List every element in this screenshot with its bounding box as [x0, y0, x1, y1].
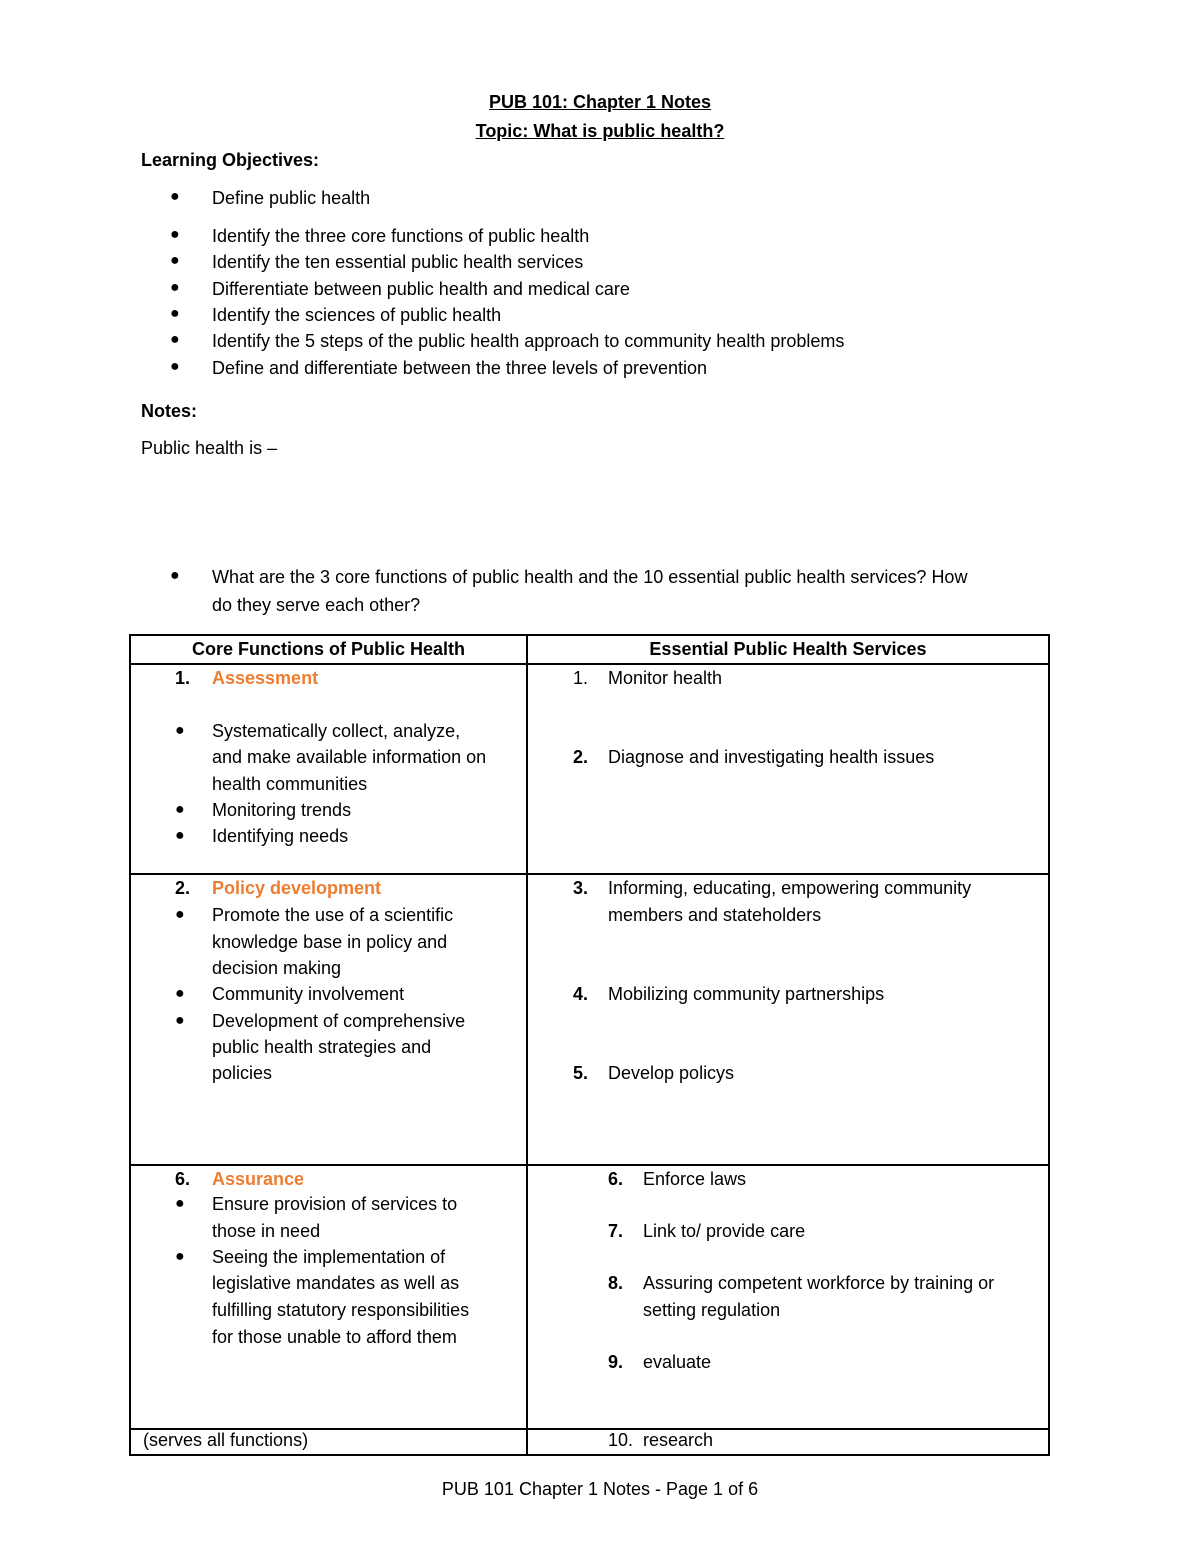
services-cell-4: [527, 1429, 1049, 1455]
assessment-number: 1.: [175, 668, 191, 688]
list-item: policies: [212, 1063, 273, 1083]
list-item: knowledge base in policy and: [212, 932, 448, 952]
assessment-title: Assessment: [212, 668, 319, 688]
service-number: 10.: [608, 1430, 634, 1450]
list-item: and make available information on: [212, 747, 487, 767]
serves-all-functions-text: (serves all functions): [143, 1430, 309, 1450]
document-title: PUB 101: Chapter 1 Notes: [488, 92, 712, 112]
service-item: research: [643, 1430, 714, 1450]
list-item: Identifying needs: [212, 826, 349, 846]
service-number: 8.: [608, 1273, 624, 1293]
service-item: Monitor health: [608, 668, 723, 688]
service-item: Assuring competent workforce by training or: [643, 1273, 995, 1293]
service-item: Mobilizing community partnerships: [608, 984, 885, 1004]
table-header-essential-services: Essential Public Health Services: [527, 635, 1049, 664]
list-item: for those unable to afford them: [212, 1327, 457, 1347]
service-item-continued: setting regulation: [643, 1300, 781, 1320]
service-item: Enforce laws: [643, 1169, 747, 1189]
functions-services-table: [129, 634, 1050, 1456]
list-item: Development of comprehensive: [212, 1011, 466, 1031]
learning-objectives-heading: Learning Objectives:: [141, 150, 320, 170]
service-item-continued: members and stateholders: [608, 905, 822, 925]
services-cell-3: [527, 1165, 1049, 1429]
service-item: Diagnose and investigating health issues: [608, 747, 935, 767]
service-item: Develop policys: [608, 1063, 735, 1083]
assurance-number: 6.: [175, 1169, 191, 1189]
service-item: Informing, educating, empowering community: [608, 878, 972, 898]
policy-title: Policy development: [212, 878, 382, 898]
list-item: Community involvement: [212, 984, 405, 1004]
serves-all-functions-cell: [130, 1429, 527, 1455]
services-cell-1: [527, 664, 1049, 874]
list-item: Systematically collect, analyze,: [212, 721, 461, 741]
service-number: 1.: [573, 668, 589, 688]
policy-number: 2.: [175, 878, 191, 898]
list-item: Monitoring trends: [212, 800, 352, 820]
list-item: Promote the use of a scientific: [212, 905, 454, 925]
document-topic: Topic: What is public health?: [475, 121, 725, 141]
list-item: public health strategies and: [212, 1037, 432, 1057]
services-cell-2: [527, 874, 1049, 1165]
public-health-is-line: Public health is –: [141, 438, 278, 458]
service-number: 7.: [608, 1221, 624, 1241]
service-item: evaluate: [643, 1352, 712, 1372]
assessment-cell: 1. Assessment ● Systematically collect, analyze, and make available information on health communities ● Monitoring trends ● Identifying needs: [130, 664, 527, 874]
service-number: 6.: [608, 1169, 624, 1189]
list-item: Seeing the implementation of: [212, 1247, 446, 1267]
list-item: fulfilling statutory responsibilities: [212, 1300, 470, 1320]
table-header-core-functions: Core Functions of Public Health: [130, 635, 527, 664]
list-item: decision making: [212, 958, 342, 978]
service-number: 4.: [573, 984, 589, 1004]
service-number: 9.: [608, 1352, 624, 1372]
policy-development-cell: 2. Policy development ● Promote the use of a scientific knowledge base in policy and decision making ● Community involvement ● Development of comprehensive public health strategies and policies: [130, 874, 527, 1165]
service-number: 5.: [573, 1063, 589, 1083]
service-number: 2.: [573, 747, 589, 767]
list-item: those in need: [212, 1221, 321, 1241]
list-item: Ensure provision of services to: [212, 1194, 458, 1214]
assurance-cell: 6. Assurance ● Ensure provision of services to those in need ● Seeing the implementation of legislative mandates as well as fulfilling statutory responsibilities for those unable to afford them: [130, 1165, 527, 1429]
page-footer: PUB 101 Chapter 1 Notes - Page 1 of 6: [441, 1479, 759, 1499]
list-item: health communities: [212, 774, 368, 794]
notes-heading: Notes:: [141, 401, 198, 421]
list-item: legislative mandates as well as: [212, 1273, 460, 1293]
assurance-title: Assurance: [212, 1169, 305, 1189]
service-item: Link to/ provide care: [643, 1221, 806, 1241]
service-number: 3.: [573, 878, 589, 898]
